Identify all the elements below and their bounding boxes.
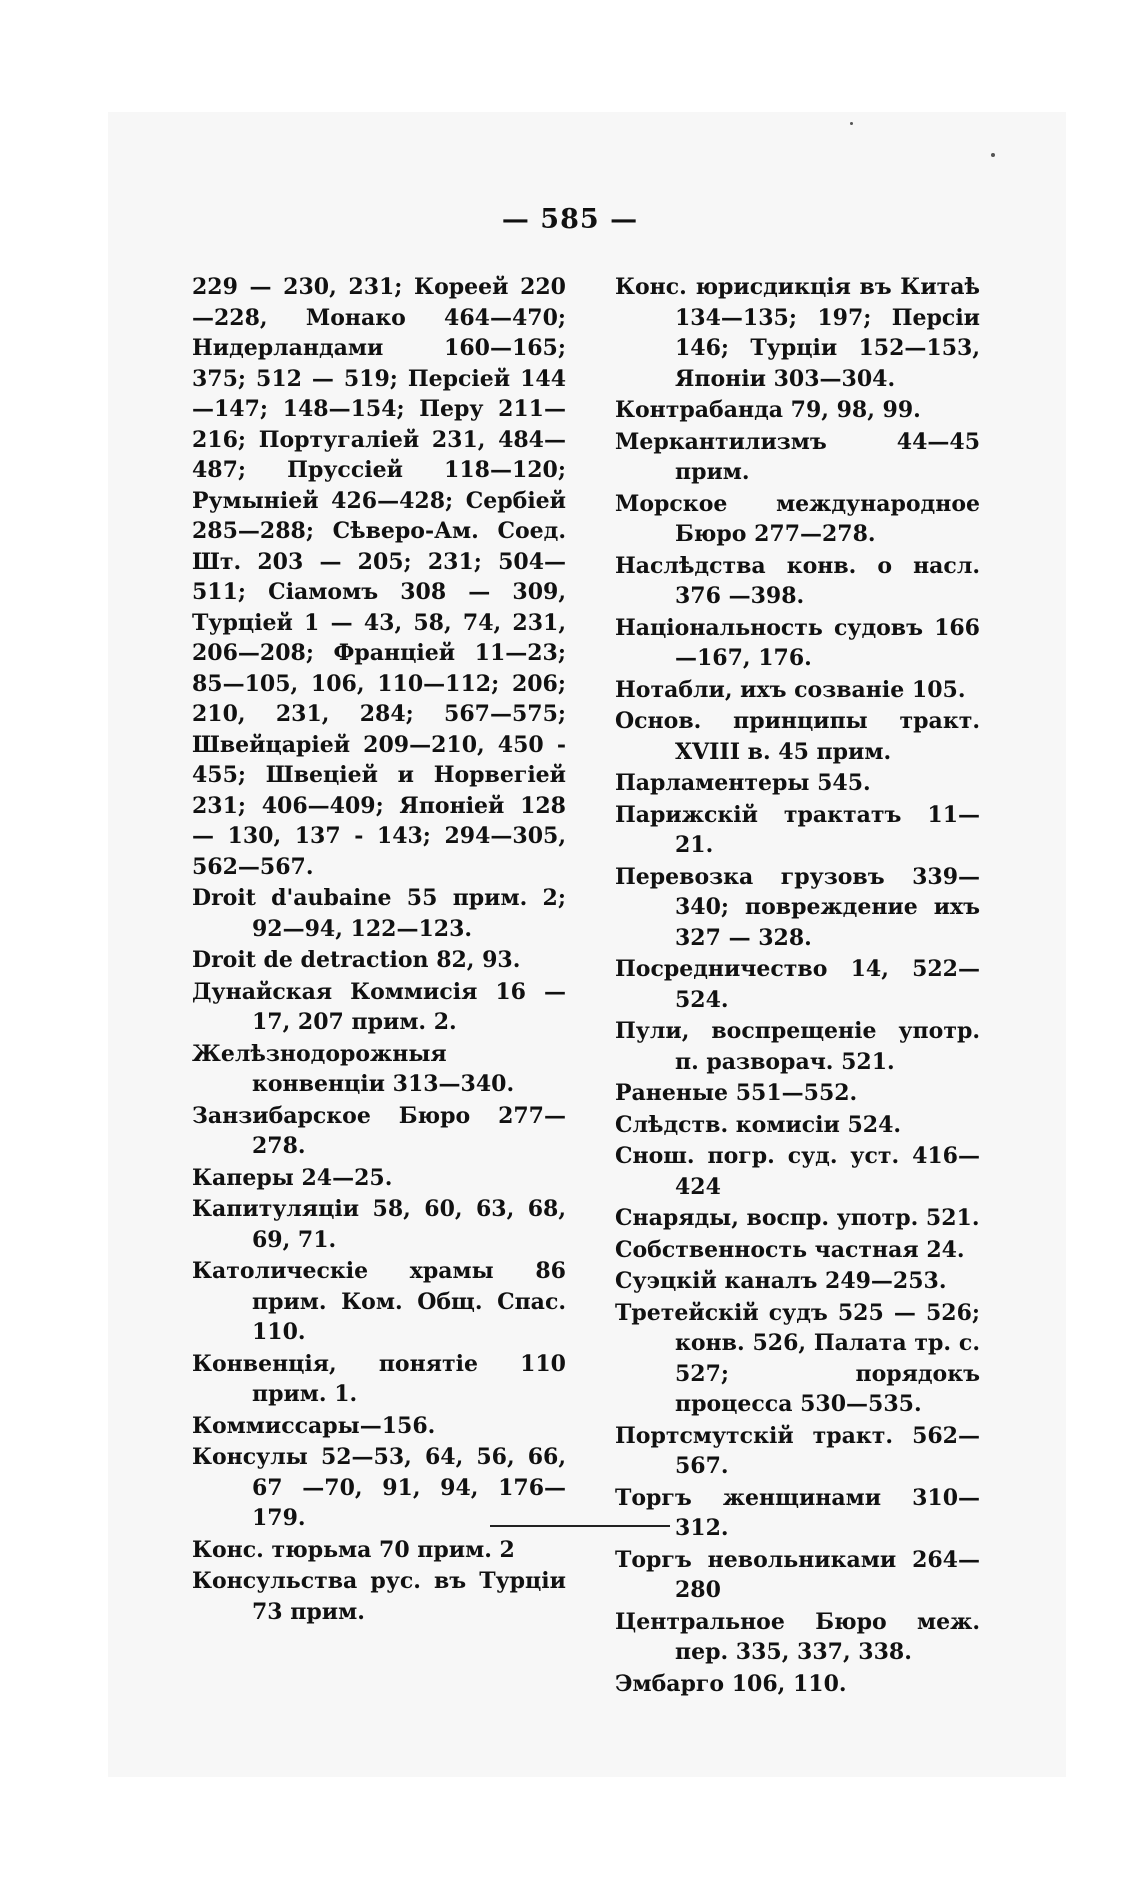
index-entry: Консулы 52—53, 64, 56, 66, 67 —70, 91, 94, 176—179. xyxy=(192,1444,566,1531)
index-entry: Конс. тюрьма 70 прим. 2 xyxy=(192,1536,515,1563)
index-entry: Коммиссары—156. xyxy=(192,1412,436,1439)
index-entry: Droit d'aubaine 55 прим. 2; 92—94, 122—123. xyxy=(192,885,566,942)
index-entry: Желѣзнодорожныя конвенціи 313—340. xyxy=(192,1040,515,1097)
index-entry: Посредничество 14, 522—524. xyxy=(615,956,980,1013)
index-entry: Центральное Бюро меж. пер. 335, 337, 338. xyxy=(615,1608,980,1665)
scan-speck xyxy=(850,122,853,125)
index-entry: Парижскій трактатъ 11—21. xyxy=(615,801,980,858)
index-entry: Слѣдств. комисіи 524. xyxy=(615,1111,902,1138)
index-entry: Торгъ невольниками 264—280 xyxy=(615,1546,980,1603)
index-entry: Парламентеры 545. xyxy=(615,770,871,796)
index-entry: Раненые 551—552. xyxy=(615,1080,858,1106)
index-entry: Нотабли, ихъ созваніе 105. xyxy=(615,676,966,703)
index-entry: Снаряды, воспр. употр. 521. xyxy=(615,1205,980,1231)
index-entry: Дунайская Коммисія 16 — 17, 207 прим. 2. xyxy=(192,978,566,1035)
index-entry: Занзибарское Бюро 277—278. xyxy=(192,1102,566,1159)
index-entry: Католическіе храмы 86 прим. Ком. Общ. Спас. 110. xyxy=(192,1258,566,1345)
index-entry: Собственность частная 24. xyxy=(615,1236,965,1263)
index-entry: Основ. принципы тракт. XVIII в. 45 прим. xyxy=(615,708,980,765)
index-entry-continuation: 229 — 230, 231; Кореей 220—228, Монако 464—470; Нидерландами 160—165; 375; 512 — 519; Персіей 144—147; 148—154; Перу 211—216; Португаліей 231, 484—487; Пруссіей 118—120; Румыніей 426—428; Сербіей 285—288; Сѣверо-Ам. Соед. Шт. 203 — 205; 231; 504—511; Сіамомъ 308 — 309, Турціей 1 — 43, 58, 74, 231, 206—208; Франціей 11—23; 85—105, 106, 110—112; 206; 210, 231, 284; 567—575; Швейцаріей 209—210, 450 - 455; Швеціей и Норвегіей 231; 406—409; Японіей 128 — 130, 137 - 143; 294—305, 562—567. xyxy=(192,274,566,880)
index-entry: Снош. погр. суд. уст. 416—424 xyxy=(615,1143,980,1200)
index-entry: Наслѣдства конв. о насл. 376 —398. xyxy=(615,552,980,609)
index-entry: Третейскій судъ 525 — 526; конв. 526, Палата тр. с. 527; порядокъ процесса 530—535. xyxy=(615,1299,980,1417)
index-entry: Морское международное Бюро 277—278. xyxy=(615,490,980,547)
index-entry: Меркантилизмъ 44—45 прим. xyxy=(615,428,980,485)
index-entry: Контрабанда 79, 98, 99. xyxy=(615,397,921,423)
index-entry: Пули, воспрещеніе употр. п. разворач. 521. xyxy=(615,1018,980,1075)
index-column-left xyxy=(192,272,566,1628)
index-entry: Перевозка грузовъ 339—340; повреждение ихъ 327 — 328. xyxy=(615,863,980,951)
index-entry: Droit de detraction 82, 93. xyxy=(192,947,521,973)
index-entry: Консульства рус. въ Турціи 73 прим. xyxy=(192,1568,566,1625)
index-entry: Конвенція, понятіе 110 прим. 1. xyxy=(192,1350,566,1407)
index-column-right xyxy=(615,272,980,1700)
index-entry: Національность судовъ 166—167, 176. xyxy=(615,614,980,671)
page-number: — 585 — xyxy=(501,204,639,235)
end-rule xyxy=(490,1525,670,1527)
index-entry: Конс. юрисдикція въ Китаѣ 134—135; 197; Персіи 146; Турціи 152—153, Японіи 303—304. xyxy=(615,274,980,392)
index-entry: Суэцкій каналъ 249—253. xyxy=(615,1268,947,1294)
index-entry: Портсмутскій тракт. 562—567. xyxy=(615,1422,980,1479)
scan-speck xyxy=(991,153,995,157)
index-entry: Капитуляціи 58, 60, 63, 68, 69, 71. xyxy=(192,1196,566,1253)
index-entry: Каперы 24—25. xyxy=(192,1164,393,1191)
index-entry: Эмбарго 106, 110. xyxy=(615,1670,847,1697)
index-entry: Торгъ женщинами 310—312. xyxy=(615,1484,980,1541)
